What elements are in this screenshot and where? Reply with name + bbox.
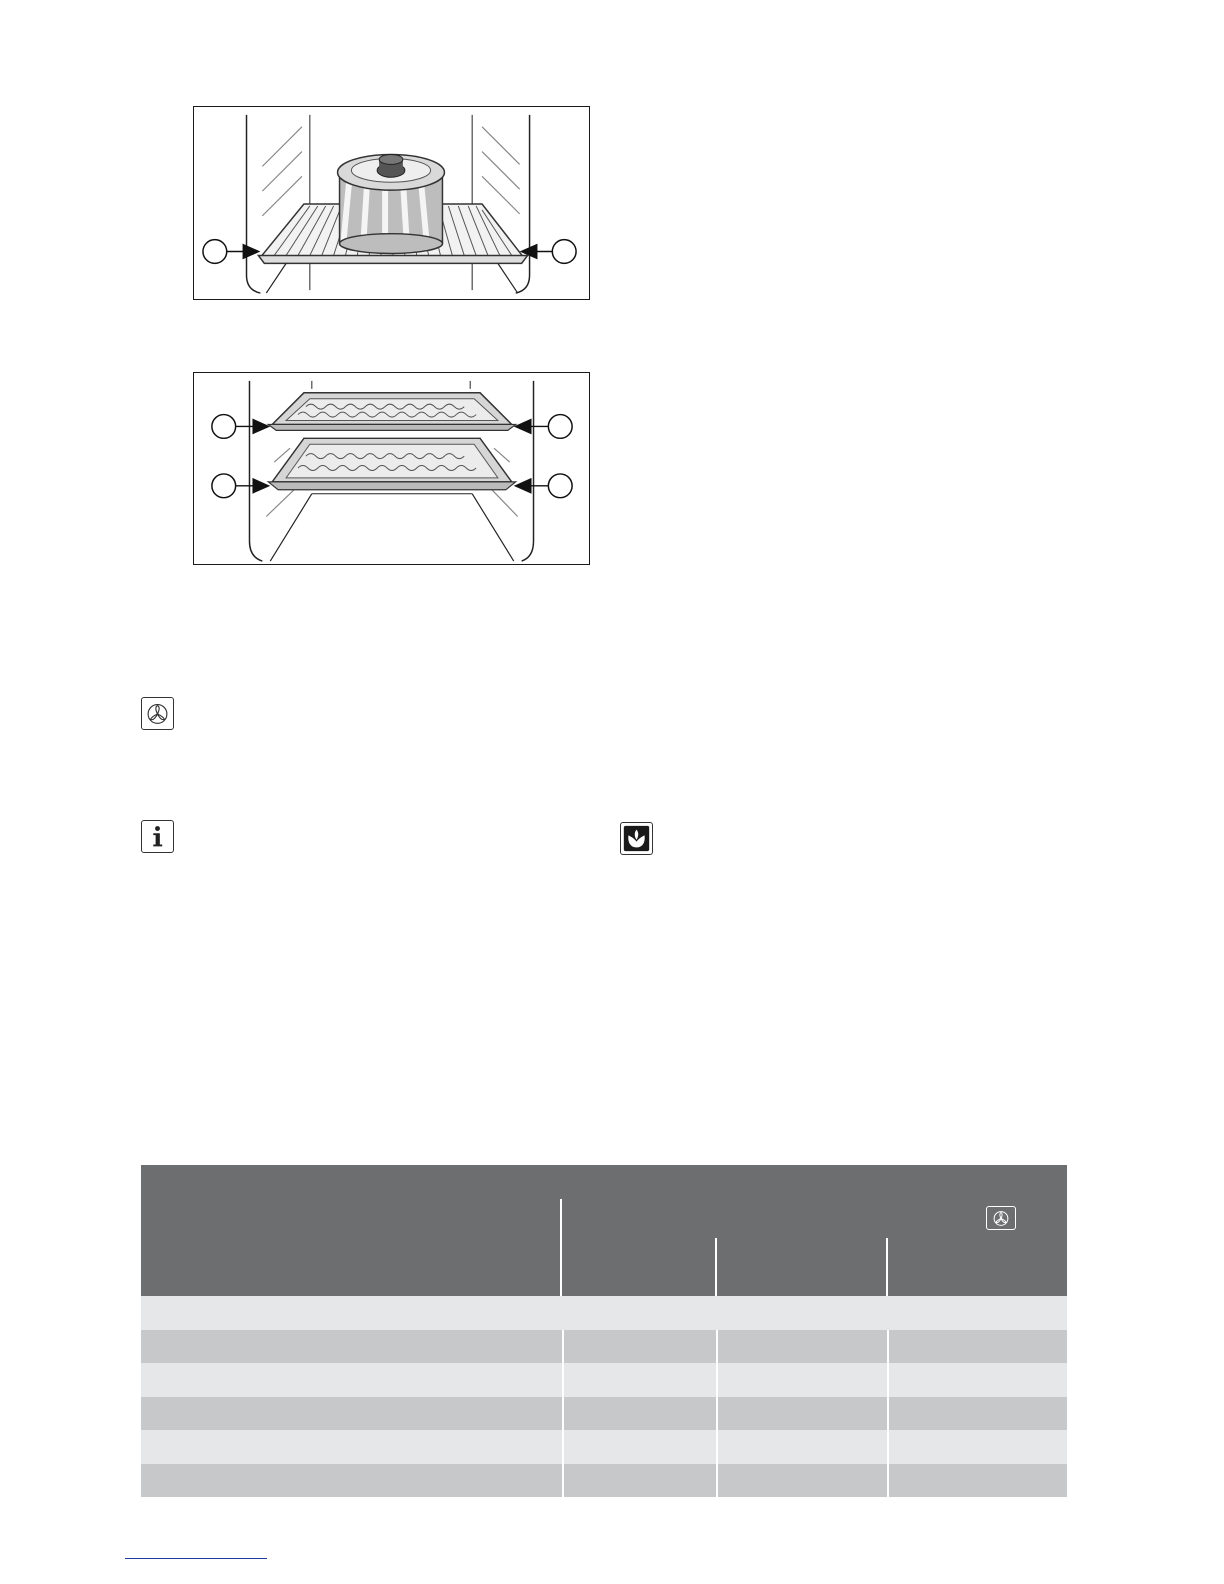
- table-cell: [887, 1296, 1067, 1330]
- table-row: [141, 1296, 1067, 1330]
- table-cell: [716, 1464, 887, 1498]
- table-cell: [562, 1296, 716, 1330]
- table-cell: [887, 1363, 1067, 1397]
- table-cell: [562, 1464, 716, 1498]
- table-cell: [887, 1430, 1067, 1464]
- information-icon: [141, 820, 174, 853]
- table-row: [141, 1363, 1067, 1397]
- table-cell: [887, 1464, 1067, 1498]
- header-divider: [560, 1199, 562, 1296]
- table-cell: [562, 1363, 716, 1397]
- table-cell: [562, 1330, 716, 1364]
- table-row: [141, 1397, 1067, 1431]
- table-cell: [141, 1430, 562, 1464]
- table-cell: [562, 1397, 716, 1431]
- footer-link[interactable]: [125, 1556, 267, 1559]
- table-cell: [141, 1464, 562, 1498]
- table-row: [141, 1330, 1067, 1364]
- fan-cooking-icon: [141, 697, 174, 730]
- table-cell: [887, 1397, 1067, 1431]
- table-cell: [887, 1330, 1067, 1364]
- table-header: [141, 1165, 1067, 1296]
- table-row: [141, 1430, 1067, 1464]
- table-cell: [141, 1363, 562, 1397]
- table-cell: [141, 1330, 562, 1364]
- cooking-table: [141, 1165, 1067, 1497]
- table-row: [141, 1464, 1067, 1498]
- fan-cooking-header-icon: [986, 1206, 1016, 1230]
- table-cell: [716, 1430, 887, 1464]
- two-baking-trays-image: [194, 373, 589, 564]
- oven-shelf-illustration: [193, 106, 590, 300]
- header-divider: [715, 1238, 717, 1296]
- table-cell: [716, 1330, 887, 1364]
- table-cell: [562, 1430, 716, 1464]
- header-divider: [886, 1238, 888, 1296]
- table-cell: [141, 1397, 562, 1431]
- oven-trays-illustration: [193, 372, 590, 565]
- table-cell: [141, 1296, 562, 1330]
- environment-tip-icon: [620, 822, 653, 855]
- table-cell: [716, 1397, 887, 1431]
- cake-tin-on-shelf-image: [194, 107, 589, 299]
- table-cell: [716, 1363, 887, 1397]
- table-cell: [716, 1296, 887, 1330]
